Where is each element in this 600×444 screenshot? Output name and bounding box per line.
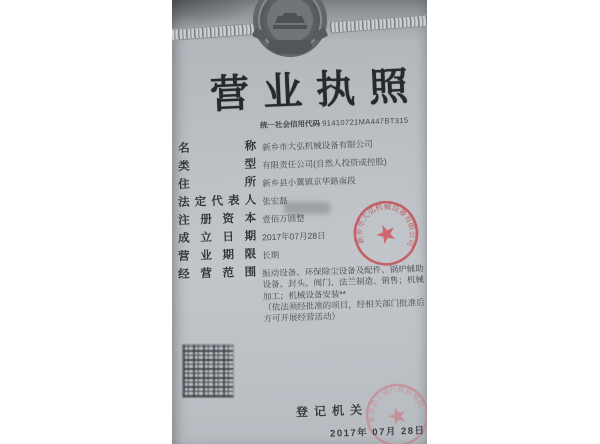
document-title: 营业执照 [209, 64, 423, 117]
field-value: 壹佰万圆整 [262, 213, 305, 225]
field-label: 成立日期 [178, 230, 257, 245]
ink-smudge [284, 202, 330, 214]
scope-line: 振动设备、环保除尘设备及配件、锅炉辅助 [262, 263, 424, 279]
scope-line: （依法须经批准的项目，经相关部门批准后 [263, 297, 425, 313]
scope-line: 加工；机械设备安装** [262, 288, 347, 301]
seal-star-icon: ★ [370, 216, 403, 252]
scope-line: 方可开展经营活动） [263, 311, 341, 324]
national-emblem-icon [251, 0, 329, 61]
qr-code [183, 345, 233, 397]
field-label: 经营范围 [178, 266, 257, 281]
field-value: 新乡市大弘机械设备有限公司 [262, 138, 373, 153]
field-value: 张宏磊 [262, 195, 288, 207]
emblem-base [273, 25, 307, 29]
decorative-border-right [330, 15, 427, 34]
business-scope-text [262, 263, 427, 325]
seal-star-icon: ★ [383, 400, 412, 432]
field-value: 新乡县小冀镇京华路南段 [262, 175, 356, 189]
seal-authority-name: 新乡县工商行政管理局 [366, 384, 426, 424]
field-row-name [178, 135, 426, 155]
decorative-border-left [172, 23, 254, 41]
field-value: 有限责任公司(自然人投资或控股) [262, 156, 387, 171]
credit-code-value: 91410721MA447BT315 [321, 115, 409, 128]
credit-code-label: 统一社会信用代码 [259, 118, 321, 130]
field-label: 名称 [178, 140, 257, 155]
field-label: 注册资本 [178, 212, 257, 227]
emblem-gear [267, 40, 313, 54]
issue-date: 2017年 07月 28日 [329, 425, 426, 440]
license-photo [172, 0, 427, 444]
field-label: 住所 [178, 176, 257, 191]
license-paper [172, 0, 427, 444]
field-label: 法定代表人 [178, 194, 257, 209]
field-value: 长期 [262, 249, 280, 261]
scope-line: 设备、封头、阀门、法兰制造、销售；机械 [262, 274, 425, 290]
field-label: 营业期限 [178, 248, 257, 263]
seal-company-name: 新乡市大弘机械设备有限公司 [354, 202, 418, 248]
field-value: 2017年07月28日 [262, 230, 326, 243]
registration-authority-label: 登记机关 [295, 402, 369, 420]
field-label: 类型 [178, 158, 257, 173]
